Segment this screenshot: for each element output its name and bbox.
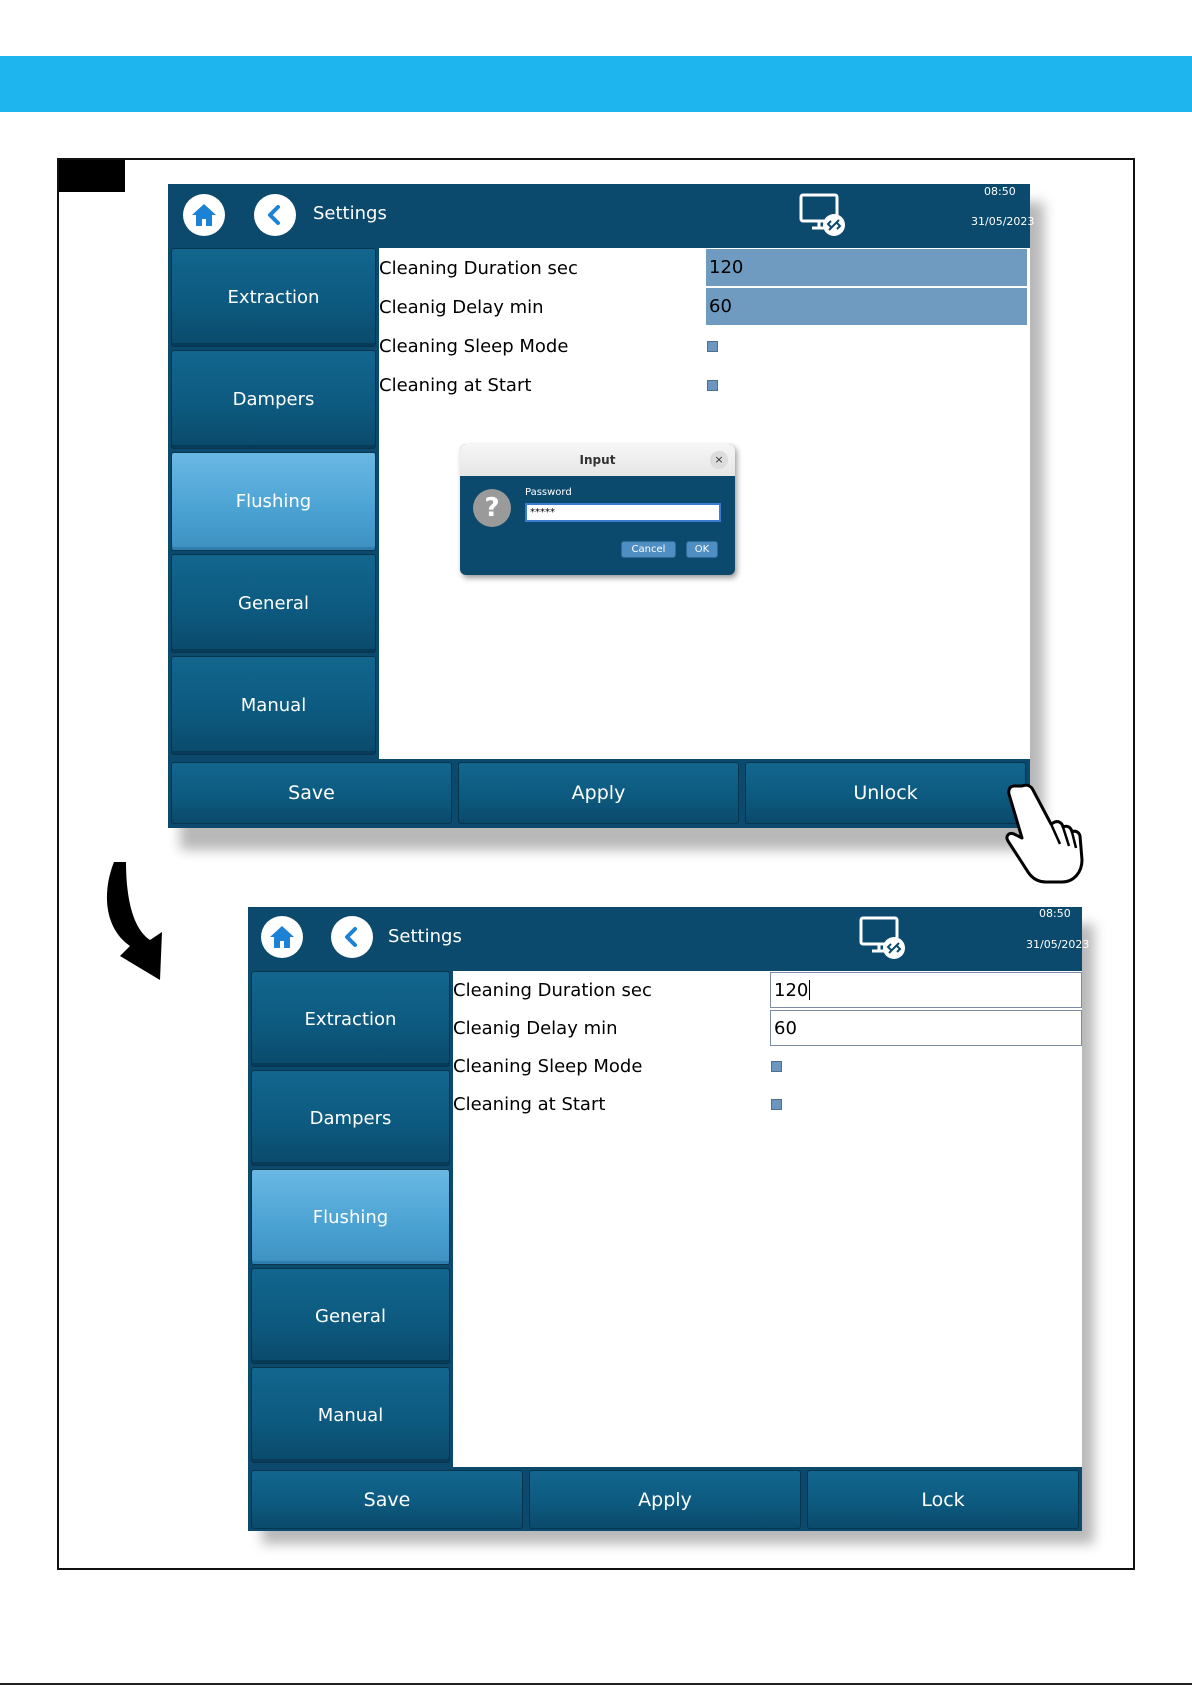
back-icon: [341, 926, 363, 948]
home-icon: [190, 202, 218, 228]
sidebar-item-label: Dampers: [232, 389, 315, 410]
sidebar-item-dampers[interactable]: [251, 1070, 450, 1166]
sidebar-item-label: Flushing: [235, 491, 312, 512]
sidebar-item-extraction[interactable]: [171, 248, 376, 347]
app-header: [168, 184, 1035, 246]
top-header-band: [0, 56, 1192, 112]
sidebar-item-label: Extraction: [304, 1008, 397, 1030]
app-header: [248, 907, 1090, 969]
field-value: 60: [774, 1017, 797, 1039]
button-label: Apply: [638, 1488, 692, 1511]
home-button[interactable]: [261, 916, 303, 958]
field-value: 120: [774, 979, 809, 1001]
unlock-button[interactable]: [745, 762, 1026, 824]
back-button[interactable]: [331, 916, 373, 958]
button-label: Save: [363, 1488, 411, 1511]
setting-label-cleaning-at-start: Cleaning at Start: [453, 1094, 606, 1115]
figure-tab-marker: [59, 160, 125, 192]
sidebar-item-label: General: [238, 593, 309, 614]
clock-time: 08:50: [1039, 907, 1071, 920]
setting-label-cleaning-delay: Cleanig Delay min: [453, 1018, 618, 1039]
button-label: Save: [288, 782, 335, 804]
sleep-mode-checkbox[interactable]: [707, 341, 718, 352]
lock-button[interactable]: [807, 1470, 1079, 1529]
setting-label-cleaning-duration: Cleaning Duration sec: [453, 980, 652, 1001]
clock-date: 31/05/2023: [971, 215, 1035, 228]
sidebar-item-label: Manual: [240, 695, 307, 716]
button-label: Apply: [571, 782, 626, 804]
cleaning-at-start-checkbox[interactable]: [707, 380, 718, 391]
sidebar-item-flushing[interactable]: [251, 1169, 450, 1265]
remote-desktop-icon[interactable]: [798, 192, 846, 238]
apply-button[interactable]: [529, 1470, 801, 1529]
page-title: Settings: [313, 203, 387, 224]
remote-desktop-icon[interactable]: [858, 915, 906, 961]
setting-label-cleaning-at-start: Cleaning at Start: [379, 375, 532, 396]
setting-label-cleaning-delay: Cleanig Delay min: [379, 297, 544, 318]
cleaning-delay-field[interactable]: [706, 288, 1027, 325]
password-input[interactable]: *****: [525, 503, 721, 522]
sidebar-item-extraction[interactable]: [251, 971, 450, 1067]
button-label: Unlock: [853, 782, 918, 804]
back-icon: [264, 204, 286, 226]
curved-arrow-icon: [100, 862, 166, 982]
screen-after: [248, 907, 1090, 1531]
sidebar-item-dampers[interactable]: [171, 350, 376, 449]
setting-label-sleep-mode: Cleaning Sleep Mode: [453, 1056, 643, 1077]
setting-label-sleep-mode: Cleaning Sleep Mode: [379, 336, 569, 357]
cleaning-duration-field[interactable]: [770, 972, 1082, 1008]
sidebar-item-label: Manual: [317, 1404, 384, 1426]
sidebar-item-manual[interactable]: [251, 1367, 450, 1463]
home-button[interactable]: [183, 194, 225, 236]
clock-date: 31/05/2023: [1026, 938, 1090, 951]
sidebar-item-general[interactable]: [251, 1268, 450, 1364]
sidebar-item-label: Extraction: [227, 287, 320, 308]
save-button[interactable]: [171, 762, 452, 824]
sidebar-item-flushing[interactable]: [171, 452, 376, 551]
field-value: 120: [709, 257, 744, 278]
button-label: Lock: [921, 1488, 965, 1511]
cleaning-duration-field[interactable]: [706, 249, 1027, 286]
cleaning-at-start-checkbox[interactable]: [771, 1099, 782, 1110]
question-icon: ?: [473, 489, 511, 527]
sidebar-item-label: Flushing: [312, 1206, 389, 1228]
text-cursor: [809, 980, 810, 1000]
sidebar-item-label: General: [315, 1305, 386, 1327]
sidebar-item-manual[interactable]: [171, 656, 376, 755]
clock-time: 08:50: [984, 185, 1016, 198]
sleep-mode-checkbox[interactable]: [771, 1061, 782, 1072]
dialog-titlebar: [460, 444, 735, 476]
cancel-button[interactable]: Cancel: [621, 541, 676, 558]
page-title: Settings: [388, 926, 462, 947]
field-value: 60: [709, 296, 732, 317]
ok-button[interactable]: OK: [686, 541, 718, 558]
settings-content: [453, 971, 1082, 1467]
back-button[interactable]: [254, 194, 296, 236]
cleaning-delay-field[interactable]: [770, 1010, 1082, 1046]
setting-label-cleaning-duration: Cleaning Duration sec: [379, 258, 578, 279]
password-dialog: [460, 444, 735, 575]
hand-pointer-icon: [1002, 780, 1092, 890]
close-icon[interactable]: ×: [710, 451, 728, 469]
sidebar-item-label: Dampers: [309, 1107, 392, 1129]
save-button[interactable]: [251, 1470, 523, 1529]
sidebar-item-general[interactable]: [171, 554, 376, 653]
home-icon: [268, 924, 296, 950]
password-label: Password: [525, 487, 572, 498]
dialog-title: Input: [579, 453, 616, 467]
apply-button[interactable]: [458, 762, 739, 824]
